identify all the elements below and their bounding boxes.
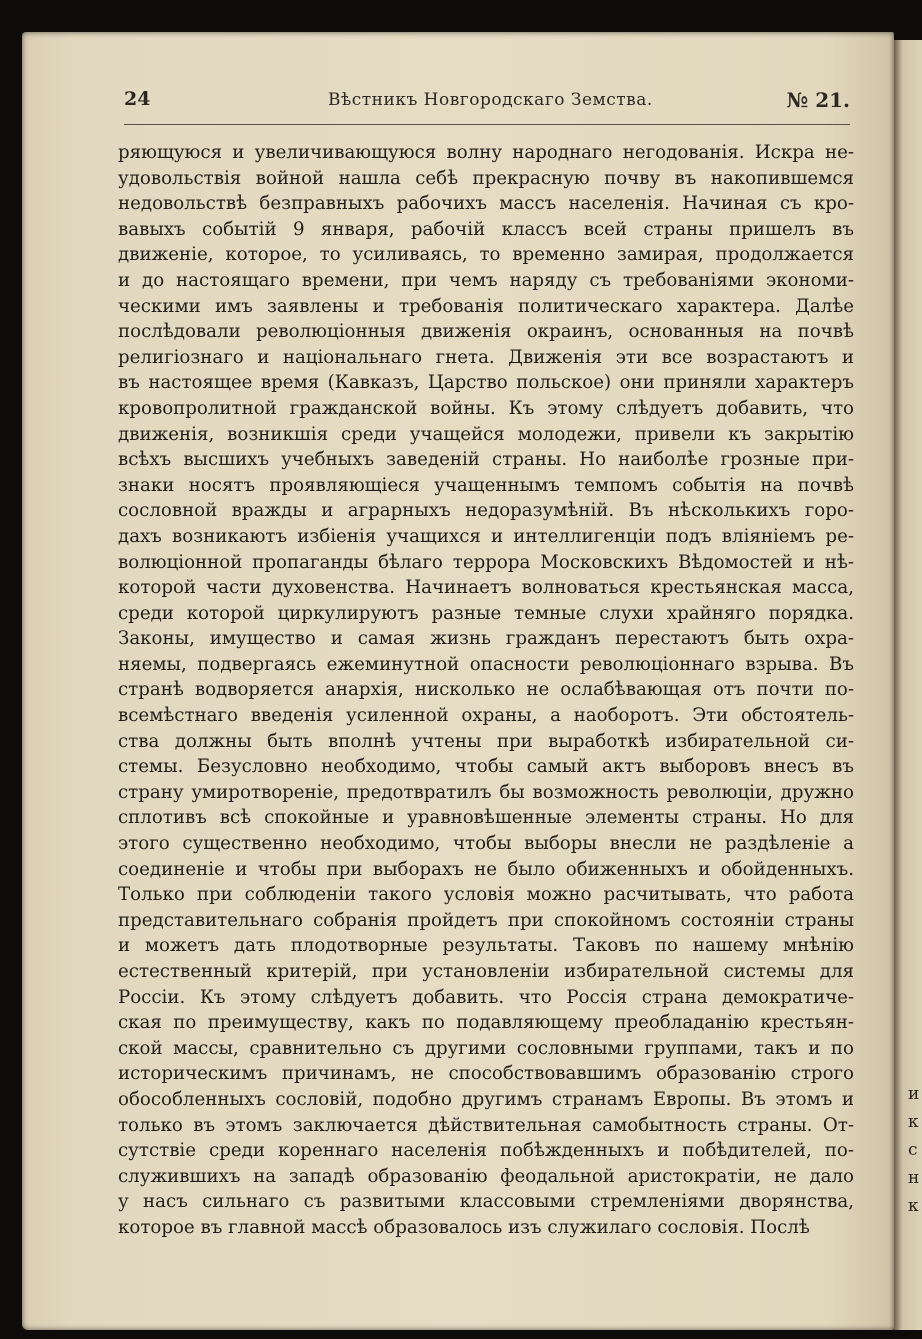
text-line: Только при соблюденіи такого условія можно расчитывать, что работа [118, 884, 854, 906]
text-line: ской массы, сравнительно съ другими сословными группами, такъ и по [118, 1037, 854, 1059]
text-line: которой части духовенства. Начинаетъ волноваться крестьянская масса, [118, 577, 854, 599]
text-line: Россіи. Къ этому слѣдуетъ добавить. что Россія страна демократиче- [118, 986, 854, 1008]
text-line: кровопролитной гражданской войны. Къ этому слѣдуетъ добавить, что [118, 397, 854, 419]
text-line: странѣ водворяется анархія, нисколько не ослабѣвающая отъ почти по- [118, 679, 854, 701]
text-line: удовольствія войной нашла себѣ прекрасную почву въ накопившемся [118, 167, 854, 189]
text-line: послѣдовали революціонныя движенія окраинъ, основанныя на почвѣ [118, 321, 854, 343]
text-line: няемы, подвергаясь ежеминутной опасности революціоннаго взрыва. Въ [118, 653, 854, 675]
body-text [118, 140, 854, 1241]
text-line: знаки носятъ проявляющіеся учащеннымъ темпомъ событія на почвѣ [118, 474, 854, 496]
text-line: ства должны быть вполнѣ учтены при выработкѣ избирательной си- [118, 730, 854, 752]
text-line: естественный критерій, при установленіи избирательной системы для [118, 961, 854, 982]
page-number: 24 [124, 88, 151, 110]
text-line: всемѣстнаго введенія усиленной охраны, а наоборотъ. Эти обстоятель- [118, 705, 854, 727]
text-line: только въ этомъ заключается дѣйствительная самобытность страны. От- [118, 1114, 854, 1136]
issue-number: № 21. [786, 88, 850, 112]
text-line: дахъ возникаютъ избіенія учащихся и интеллигенціи подъ вліяніемъ ре- [118, 525, 854, 547]
text-line: религіознаго и національнаго гнета. Движенія эти все возрастаютъ и [118, 346, 854, 368]
adjacent-page-text: и к с н к [908, 1084, 920, 1216]
text-line: сплотивъ всѣ спокойные и уравновѣшенные элементы страны. Но для [118, 807, 854, 829]
text-line: движенія, возникшія среди учащейся молодежи, привели къ закрытію [118, 423, 854, 445]
text-line: ческими имъ заявлены и требованія политическаго характера. Далѣе [118, 295, 854, 317]
text-line: сутствіе среди кореннаго населенія побѣжденныхъ и побѣдителей, по- [118, 1140, 854, 1162]
text-line: всѣхъ высшихъ учебныхъ заведеній страны. Но наиболѣе грозные при- [118, 449, 854, 471]
text-line: и можетъ дать плодотворные результаты. Таковъ по нашему мнѣнію [118, 935, 854, 957]
journal-title: Вѣстникъ Новгородскаго Земства. [328, 90, 653, 110]
text-line: представительнаго собранія пройдетъ при спокойномъ состояніи страны [118, 909, 854, 931]
text-line: стемы. Безусловно необходимо, чтобы самый актъ выборовъ внесъ въ [118, 756, 854, 778]
adjacent-page-edge [894, 40, 922, 1330]
text-line: движеніе, которое, то усиливаясь, то временно замирая, продолжается [118, 244, 854, 266]
text-line: соединеніе и чтобы при выборахъ не было обиженныхъ и обойденныхъ. [118, 858, 854, 880]
text-line: историческимъ причинамъ, не способствовавшимъ образованію строго [118, 1063, 854, 1085]
text-line: недовольствѣ безправныхъ рабочихъ массъ населенія. Начиная съ кро- [118, 193, 854, 215]
text-line: служившихъ на западѣ образованію феодальной аристократіи, не дало [118, 1165, 854, 1187]
text-line: въ настоящее время (Кавказъ, Царство польское) они приняли характеръ [118, 372, 854, 394]
text-line: волюціонной пропаганды бѣлаго террора Московскихъ Вѣдомостей и нѣ- [118, 551, 854, 573]
text-line: которое въ главной массѣ образовалось изъ служилаго сословія. Послѣ [118, 1216, 810, 1238]
text-line: ряющуюся и увеличивающуюся волну народнаго негодованія. Искра не- [118, 142, 854, 163]
text-line: у насъ сильнаго съ развитыми классовыми стремленіями дворянства, [118, 1191, 854, 1213]
text-line: вавыхъ событій 9 января, рабочій классъ всей страны пришелъ въ [118, 218, 854, 240]
text-line: среди которой циркулируютъ разные темные слухи храйняго порядка. [118, 602, 854, 624]
text-line: сословной вражды и аграрныхъ недоразумѣній. Въ нѣсколькихъ горо- [118, 500, 854, 522]
text-line: страну умиротвореніе, предотвратилъ бы возможность революціи, дружно [118, 781, 854, 803]
text-line: обособленныхъ сословій, подобно другимъ странамъ Европы. Въ этомъ и [118, 1088, 854, 1110]
text-line: этого существенно необходимо, чтобы выборы внесли не раздѣленіе а [118, 833, 854, 855]
header-rule [124, 124, 850, 125]
text-line: Законы, имущество и самая жизнь гражданъ перестаютъ быть охра- [118, 628, 854, 650]
text-line: и до настоящаго времени, при чемъ наряду съ требованіями экономи- [118, 269, 854, 291]
text-line: ская по преимуществу, какъ по подавляющему преобладанію крестьян- [118, 1012, 854, 1034]
running-header [124, 84, 850, 124]
